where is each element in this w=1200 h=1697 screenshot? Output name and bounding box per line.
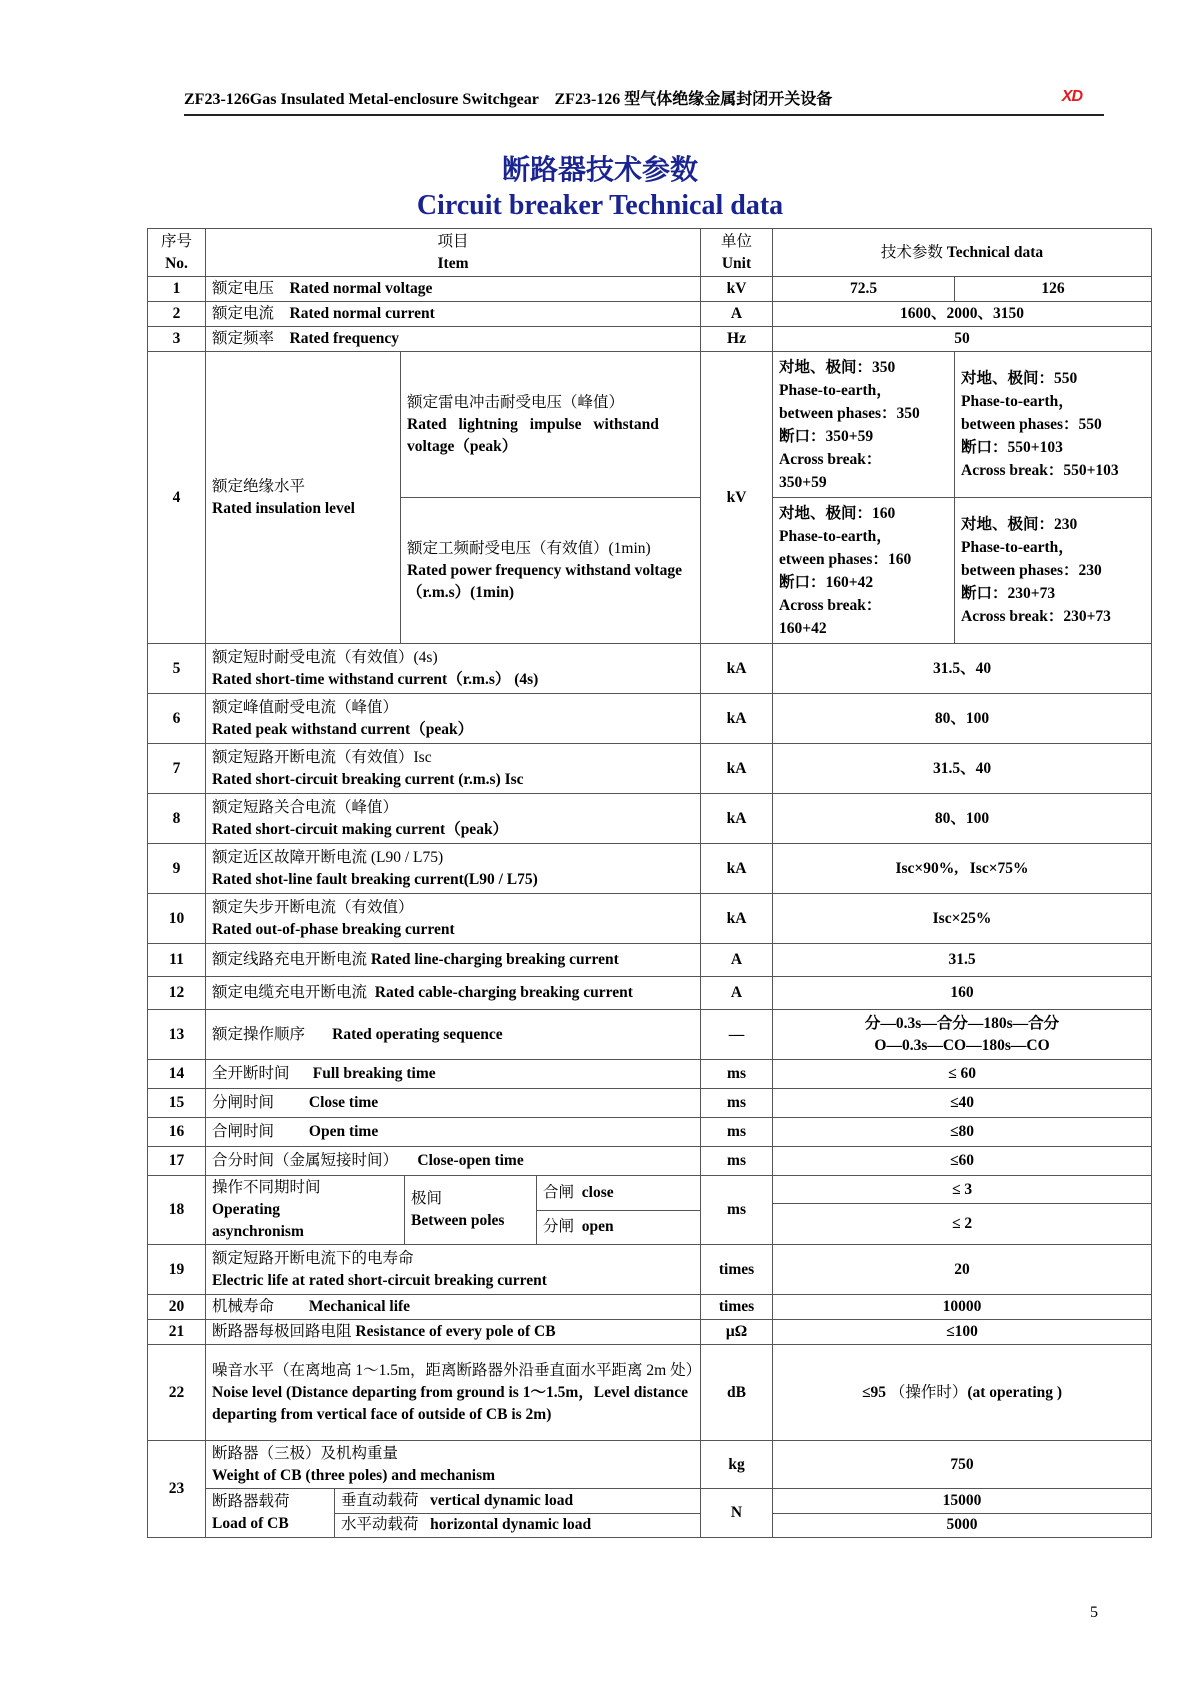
- spec-table: [147, 228, 1152, 1538]
- header-item: 项目 Item: [206, 229, 701, 277]
- table-row: 5000: [148, 1513, 1152, 1538]
- table-row: 10 额定失步开断电流（有效值） Rated out-of-phase breaking current kA Isc×25%: [148, 894, 1152, 944]
- table-row: 额定工频耐受电压（有效值）(1min) Rated power frequency withstand voltage（r.m.s）(1min) 对地、极间：160 Phase-to-earth， etween phases：160 断口：160+42 Across break： 160+42 对地、极间：230 Phase-to-earth， between phases：230 断口：230+73 Across break：230+73: [148, 498, 1152, 644]
- table-row: 22 噪音水平（在离地高 1～1.5m，距离断路器外沿垂直面水平距离 2m 处） Noise level (Distance departing from ground is 1～1.5m，Level distance departing from vertical face of outside of CB is 2m) dB ≤95 （操作时）(at operating ): [148, 1345, 1152, 1441]
- table-row: 9 额定近区故障开断电流 (L90 / L75) Rated shot-line fault breaking current(L90 / L75) kA Isc×90%, Isc×75%: [148, 844, 1152, 894]
- table-row: 2 额定电流 Rated normal current A 1600、2000、3150: [148, 302, 1152, 327]
- table-row: 23 断路器（三极）及机构重量 Weight of CB (three poles) and mechanism kg 750: [148, 1441, 1152, 1489]
- company-logo: XD: [1061, 88, 1082, 105]
- page-title-cn: 断路器技术参数: [501, 153, 698, 186]
- table-row: 5 额定短时耐受电流（有效值）(4s) Rated short-time withstand current（r.m.s） (4s) kA 31.5、40: [148, 644, 1152, 694]
- table-row: 19 额定短路开断电流下的电寿命 Electric life at rated short-circuit breaking current times 20: [148, 1245, 1152, 1295]
- table-row: 1 额定电压 Rated normal voltage kV 72.5 126: [148, 277, 1152, 302]
- header-no: 序号 No.: [148, 229, 206, 277]
- table-row: 11 额定线路充电开断电流 Rated line-charging breaking current A 31.5: [148, 944, 1152, 977]
- table-row: 20 机械寿命 Mechanical life times 10000: [148, 1295, 1152, 1320]
- table-row: 6 额定峰值耐受电流（峰值） Rated peak withstand current（peak） kA 80、100: [148, 694, 1152, 744]
- table-header-row: [148, 229, 1152, 277]
- table-row: 17 合分时间（金属短接时间） Close-open time ms ≤60: [148, 1147, 1152, 1176]
- table-row: ≤ 2: [148, 1204, 1152, 1245]
- table-row: 14 全开断时间 Full breaking time ms ≤ 60: [148, 1060, 1152, 1089]
- table-row: 3 额定频率 Rated frequency Hz 50: [148, 327, 1152, 352]
- table-row: 18 操作不同期时间 Operating asynchronism 极间 Between poles 合闸 close 分闸 open ms ≤ 3: [148, 1176, 1152, 1204]
- table-row: 4 额定绝缘水平 Rated insulation level 额定雷电冲击耐受电压（峰值） Rated lightning impulse withstand voltage（peak） kV 对地、极间：350 Phase-to-earth， between phases：350 断口：350+59 Across break： 350+59 对地、极间：550 Phase-to-earth， between phases：550 断口：550+103 Across break：550+103: [148, 352, 1152, 498]
- table-row: 21 断路器每极回路电阻 Resistance of every pole of CB μΩ ≤100: [148, 1320, 1152, 1345]
- page-number: 5: [1090, 1604, 1098, 1621]
- table-row: 16 合闸时间 Open time ms ≤80: [148, 1118, 1152, 1147]
- table-row: 12 额定电缆充电开断电流 Rated cable-charging breaking current A 160: [148, 977, 1152, 1010]
- table-row: 8 额定短路关合电流（峰值） Rated short-circuit making current（peak） kA 80、100: [148, 794, 1152, 844]
- header-title: ZF23-126Gas Insulated Metal-enclosure Switchgear ZF23-126 型气体绝缘金属封闭开关设备: [184, 91, 833, 108]
- header-unit: 单位 Unit: [701, 229, 773, 277]
- table-row: 7 额定短路开断电流（有效值）Isc Rated short-circuit breaking current (r.m.s) Isc kA 31.5、40: [148, 744, 1152, 794]
- table-row: 断路器载荷 Load of CB 垂直动载荷 vertical dynamic load 水平动载荷 horizontal dynamic load N 15000: [148, 1489, 1152, 1514]
- page-title-en: Circuit breaker Technical data: [416, 190, 784, 221]
- table-row: 15 分闸时间 Close time ms ≤40: [148, 1089, 1152, 1118]
- header-tech: 技术参数 Technical data: [773, 229, 1152, 277]
- table-row: 13 额定操作顺序 Rated operating sequence — 分—0.3s—合分—180s—合分 O—0.3s—CO—180s—CO: [148, 1010, 1152, 1060]
- page-header: [184, 86, 1104, 116]
